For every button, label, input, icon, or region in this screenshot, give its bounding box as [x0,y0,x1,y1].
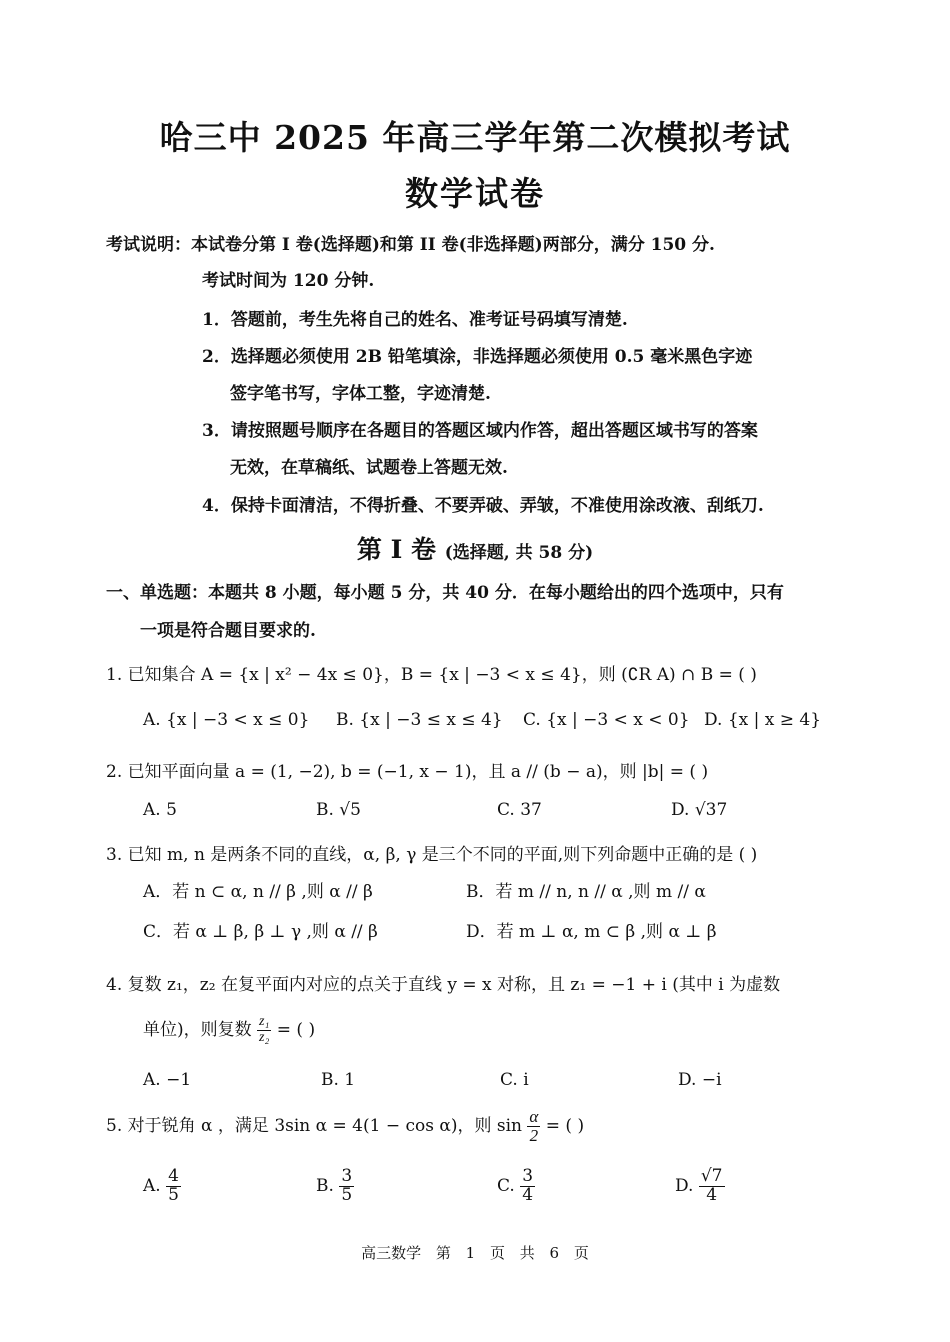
section-1-label: 第 I 卷 [356,535,436,564]
question-5-option-b-numerator: 3 [341,1166,353,1186]
question-3-option-d: D．若 m ⊥ α, m ⊂ β ,则 α ⊥ β [466,922,717,942]
question-3-option-a: A．若 n ⊂ α, n // β ,则 α // β [143,882,373,902]
question-5-stem-text: 5. 对于锐角 α ，满足 3sin α = 4(1 − cos α)，则 sin [106,1115,523,1136]
question-5-option-d [675,1168,725,1205]
question-5-option-d-denominator: 4 [706,1184,718,1205]
instructions-item-4: 4．保持卡面清洁，不得折叠、不要弄破、弄皱，不准使用涂改液、刮纸刀. [202,496,764,516]
question-5-fraction-numerator: α [529,1107,539,1126]
question-3-stem: 3. 已知 m, n 是两条不同的直线，α, β, γ 是三个不同的平面,则下列命题中正确的是 ( ) [106,845,758,865]
section-1-title [0,530,950,566]
question-5-option-d-label: D. [675,1175,694,1196]
question-2-option-d: D. √37 [671,800,728,820]
instructions-lead: 考试说明：本试卷分第 I 卷(选择题)和第 II 卷(非选择题)两部分，满分 150 分. [106,235,715,255]
question-5-option-d-fraction [699,1168,725,1205]
question-5-option-d-numerator: √7 [700,1166,723,1186]
question-5-option-c-numerator: 3 [522,1166,534,1186]
instructions-item-3-cont: 无效，在草稿纸、试题卷上答题无效. [230,458,508,478]
question-4-fraction-denominator: z₂ [259,1030,270,1045]
question-1-option-a: A. {x | −3 < x ≤ 0} [143,710,310,730]
question-4-stem-text: 单位)，则复数 [143,1020,252,1040]
question-4-option-a: A. −1 [143,1070,192,1090]
question-1-option-c: C. {x | −3 < x < 0} [523,710,690,730]
question-2-option-c: C. 37 [497,800,542,820]
question-4-fraction [257,1015,271,1045]
instructions-item-2: 2．选择题必须使用 2B 铅笔填涂，非选择题必须使用 0.5 毫米黑色字迹 [202,347,753,367]
question-3-option-c: C．若 α ⊥ β, β ⊥ γ ,则 α // β [143,922,378,942]
question-5-stem-end: = ( ) [545,1115,585,1136]
instructions-item-1: 1．答题前，考生先将自己的姓名、准考证号码填写清楚. [202,310,628,330]
question-4-option-b: B. 1 [321,1070,356,1090]
question-5-option-b-denominator: 5 [341,1184,353,1205]
exam-title: 哈三中 2025 年高三学年第二次模拟考试 [159,118,791,157]
question-5-option-a-label: A. [143,1175,161,1196]
question-5-option-a-denominator: 5 [168,1184,179,1205]
question-1-stem: 1. 已知集合 A = {x | x² − 4x ≤ 0}，B = {x | −3 < x ≤ 4}，则 (∁R A) ∩ B = ( ) [106,665,757,685]
instructions-item-2-cont: 签字笔书写，字体工整，字迹清楚. [230,384,491,404]
question-3-option-b: B．若 m // n, n // α ,则 m // α [466,882,706,902]
instructions-item-3: 3．请按照题号顺序在各题目的答题区域内作答，超出答题区域书写的答案 [202,421,758,441]
section-1-heading-cont: 一项是符合题目要求的. [140,621,316,641]
question-2-stem: 2. 已知平面向量 a = (1, −2), b = (−1, x − 1)，且 a // (b − a)，则 |b| = ( ) [106,762,709,782]
question-4-stem-end: = ( ) [276,1020,316,1040]
question-5-option-c-denominator: 4 [522,1184,534,1205]
question-5-option-c [497,1168,535,1205]
instructions-time: 考试时间为 120 分钟. [202,271,375,291]
question-5-stem [106,1108,584,1145]
question-4-stem-cont [143,1015,315,1046]
question-5-fraction-denominator: 2 [529,1125,539,1145]
question-4-stem: 4. 复数 z₁，z₂ 在复平面内对应的点关于直线 y = x 对称，且 z₁ = −1 + i (其中 i 为虚数 [106,975,781,995]
section-1-heading: 一、单选题：本题共 8 小题，每小题 5 分，共 40 分．在每小题给出的四个选项中，只有 [106,583,784,603]
question-1-option-b: B. {x | −3 ≤ x ≤ 4} [336,710,503,730]
question-4-option-d: D. −i [678,1070,722,1090]
question-2-option-a: A. 5 [143,800,177,820]
question-5-option-b [316,1168,354,1205]
question-4-option-c: C. i [500,1070,529,1090]
question-5-option-b-fraction [339,1168,354,1205]
section-1-note: (选择题, 共 58 分) [444,543,594,563]
exam-subtitle: 数学试卷 [405,174,545,213]
page-footer: 高三数学 第 1 页 共 6 页 [361,1244,589,1262]
question-5-option-b-label: B. [316,1175,334,1196]
question-5-option-a [143,1168,181,1205]
question-4-fraction-numerator: z₁ [259,1014,270,1030]
question-1-option-d: D. {x | x ≥ 4} [704,710,822,730]
question-5-option-a-numerator: 4 [168,1166,179,1186]
question-5-option-a-fraction [166,1168,181,1205]
question-5-option-c-fraction [520,1168,535,1205]
question-5-fraction [527,1108,540,1145]
question-5-option-c-label: C. [497,1175,515,1196]
question-2-option-b: B. √5 [316,800,361,820]
